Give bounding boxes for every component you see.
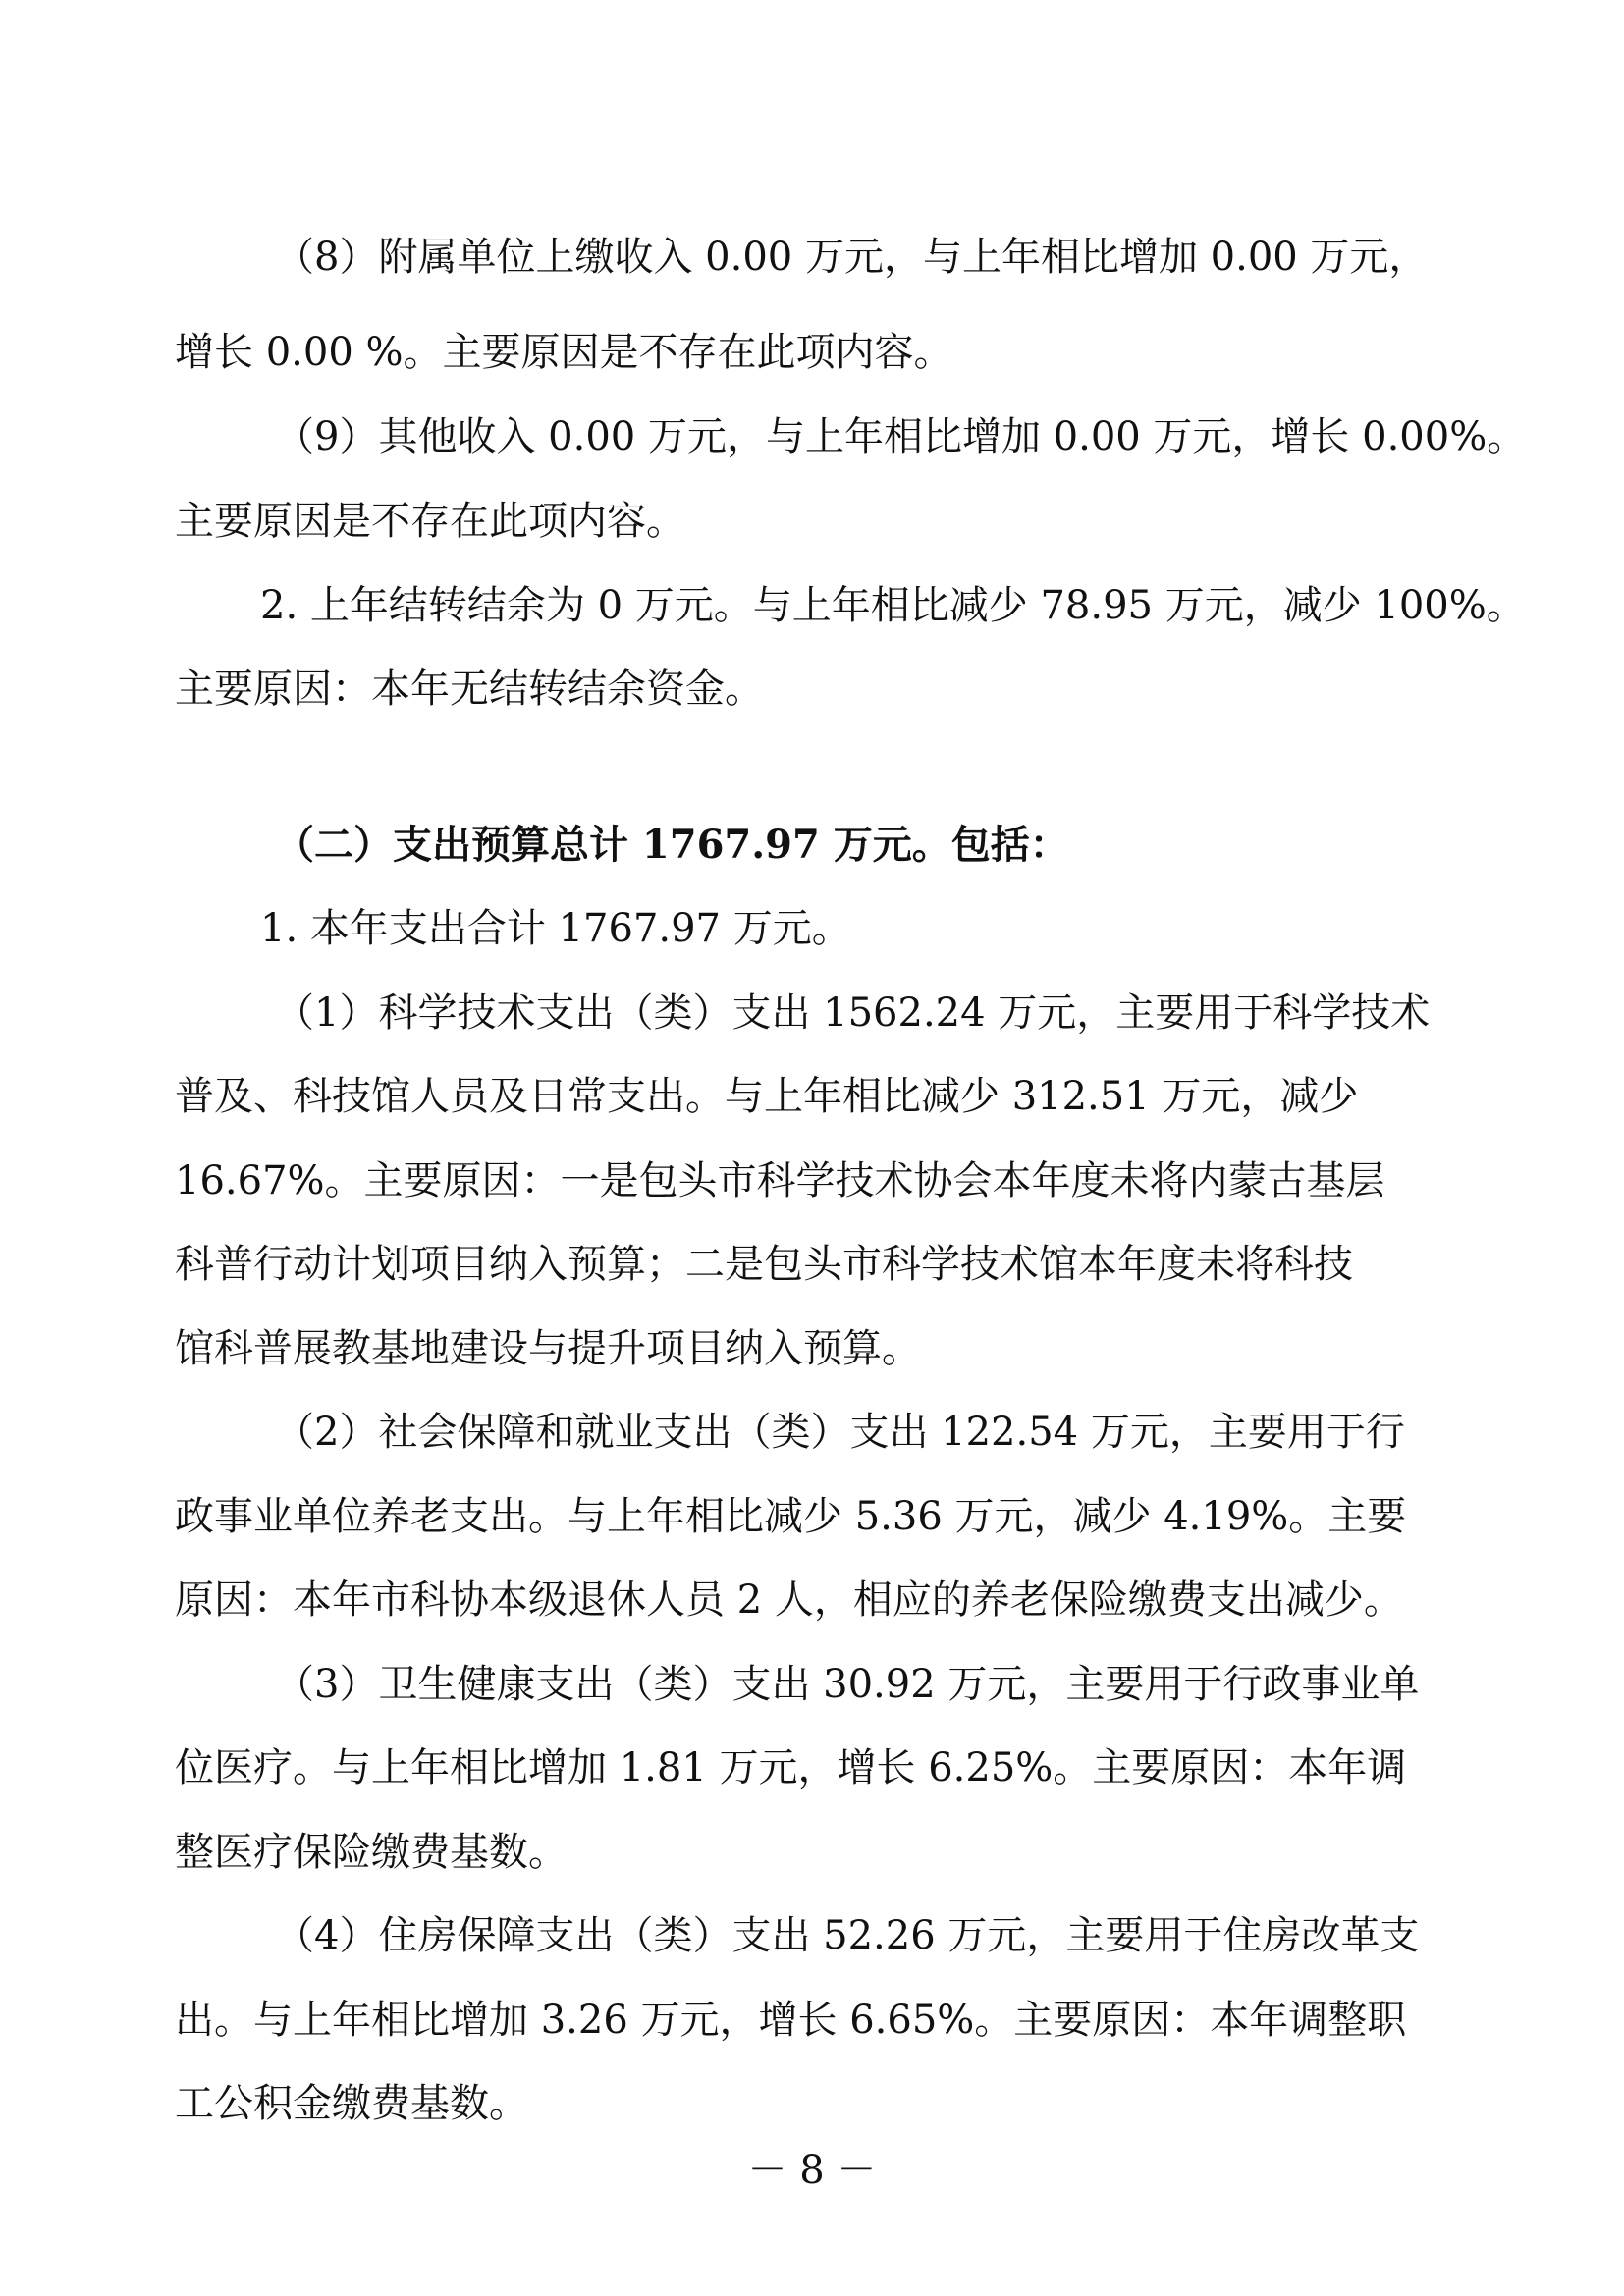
page-number: － 8 － (747, 2148, 877, 2193)
paragraph-line: 主要原因：本年无结转结余资金。 (175, 667, 764, 712)
paragraph-line: 馆科普展教基地建设与提升项目纳入预算。 (175, 1326, 921, 1371)
paragraph-line: 政事业单位养老支出。与上年相比减少 5.36 万元，减少 4.19%。主要 (175, 1494, 1407, 1539)
paragraph-line: 1. 本年支出合计 1767.97 万元。 (260, 906, 851, 951)
paragraph-line: 出。与上年相比增加 3.26 万元，增长 6.65%。主要原因：本年调整职 (175, 1998, 1407, 2043)
paragraph-line: （2）社会保障和就业支出（类）支出 122.54 万元，主要用于行 (275, 1410, 1405, 1455)
paragraph-line: 2. 上年结转结余为 0 万元。与上年相比减少 78.95 万元，减少 100%。 (260, 583, 1526, 628)
paragraph-line: 增长 0.00 %。主要原因是不存在此项内容。 (175, 330, 953, 375)
paragraph-line: （1）科学技术支出（类）支出 1562.24 万元，主要用于科学技术 (275, 990, 1431, 1036)
paragraph-line: 工公积金缴费基数。 (175, 2081, 528, 2126)
paragraph-line: 16.67%。主要原因：一是包头市科学技术协会本年度未将内蒙古基层 (175, 1158, 1385, 1203)
paragraph-line: 科普行动计划项目纳入预算；二是包头市科学技术馆本年度未将科技 (175, 1242, 1353, 1287)
paragraph-line: 整医疗保险缴费基数。 (175, 1830, 568, 1875)
paragraph-line: （4）住房保障支出（类）支出 52.26 万元，主要用于住房改革支 (275, 1913, 1420, 1958)
paragraph-line: （8）附属单位上缴收入 0.00 万元，与上年相比增加 0.00 万元， (275, 235, 1429, 280)
paragraph-line: 普及、科技馆人员及日常支出。与上年相比减少 312.51 万元，减少 (175, 1074, 1359, 1119)
paragraph-line: 原因：本年市科协本级退休人员 2 人，相应的养老保险缴费支出减少。 (175, 1577, 1403, 1623)
paragraph-line: 主要原因是不存在此项内容。 (175, 499, 685, 544)
paragraph-line: （3）卫生健康支出（类）支出 30.92 万元，主要用于行政事业单 (275, 1662, 1420, 1707)
paragraph-line: 位医疗。与上年相比增加 1.81 万元，增长 6.25%。主要原因：本年调 (175, 1745, 1407, 1790)
paragraph-line: （9）其他收入 0.00 万元，与上年相比增加 0.00 万元，增长 0.00%。 (275, 414, 1527, 459)
section-heading: （二）支出预算总计 1767.97 万元。包括： (275, 822, 1069, 868)
